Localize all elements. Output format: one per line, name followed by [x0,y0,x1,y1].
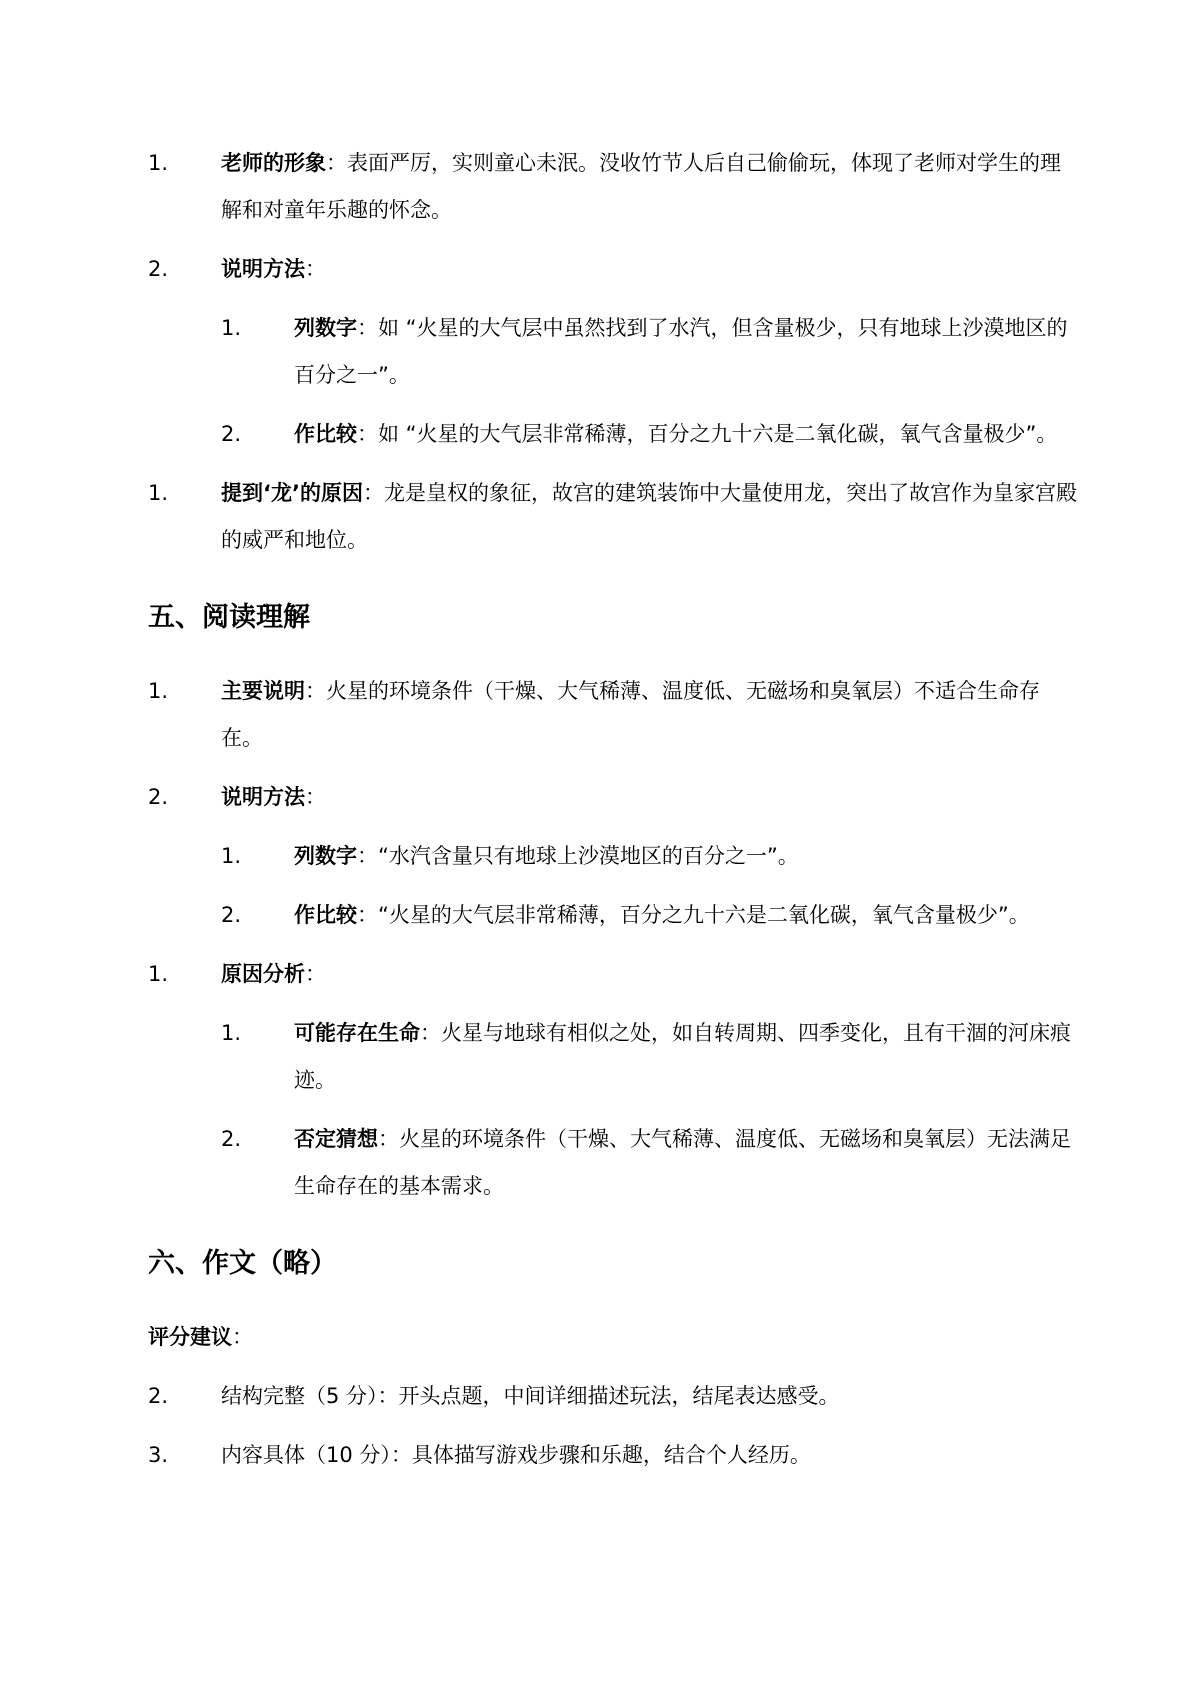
subheading-label: 评分建议 [148,1325,232,1349]
item-label: 否定猜想 [294,1127,378,1151]
list-item [148,833,1078,880]
list-number: 2. [221,1127,242,1151]
list-item [148,470,1078,564]
list-number: 2. [148,785,169,809]
item-text: ： [305,962,326,986]
list-number: 2. [221,903,242,927]
item-text: ： [305,257,326,281]
subheading-colon: ： [232,1325,253,1349]
item-text: ：火星的环境条件（干燥、大气稀薄、温度低、无磁场和臭氧层）不适合生命存在。 [221,679,1040,750]
item-text: ：如 “火星的大气层中虽然找到了水汽，但含量极少，只有地球上沙漠地区的百分之一”。 [294,316,1068,387]
item-text: ：火星的环境条件（干燥、大气稀薄、温度低、无磁场和臭氧层）无法满足生命存在的基本需求。 [294,1127,1071,1198]
list-item [148,305,1078,399]
list-item [148,1010,1078,1104]
list-number: 1. [148,962,169,986]
list-number: 2. [148,257,169,281]
item-label: 主要说明 [221,679,305,703]
subheading [148,1314,1078,1361]
list-item [148,774,1078,821]
list-item [148,1116,1078,1210]
item-label: 可能存在生命 [294,1021,420,1045]
list-number: 3. [148,1443,169,1467]
list-number: 2. [148,1384,169,1408]
list-number: 1. [221,316,242,340]
list-item [148,411,1078,458]
list-number: 1. [148,481,169,505]
item-text: ：如 “火星的大气层非常稀薄，百分之九十六是二氧化碳，氧气含量极少”。 [357,422,1058,446]
item-text: ：“火星的大气层非常稀薄，百分之九十六是二氧化碳，氧气含量极少”。 [357,903,1030,927]
item-label: 作比较 [294,903,357,927]
list-item [148,668,1078,762]
list-number: 1. [221,844,242,868]
item-text: ：表面严厉，实则童心未泯。没收竹节人后自己偷偷玩，体现了老师对学生的理解和对童年乐趣的怀念。 [221,151,1061,222]
list-number: 1. [221,1021,242,1045]
item-text: ：“水汽含量只有地球上沙漠地区的百分之一”。 [357,844,799,868]
item-label: 列数字 [294,316,357,340]
item-text: 内容具体（10 分）：具体描写游戏步骤和乐趣，结合个人经历。 [221,1443,811,1467]
item-label: 老师的形象 [221,151,326,175]
list-item [148,246,1078,293]
list-item [148,140,1078,234]
list-number: 1. [148,679,169,703]
item-text: ： [305,785,326,809]
list-number: 1. [148,151,169,175]
item-text: ：火星与地球有相似之处，如自转周期、四季变化，且有干涸的河床痕迹。 [294,1021,1071,1092]
list-item [148,1432,1078,1479]
item-label: 提到‘龙’的原因 [221,481,363,505]
item-label: 说明方法 [221,785,305,809]
item-text: 结构完整（5 分）：开头点题，中间详细描述玩法，结尾表达感受。 [221,1384,840,1408]
list-item [148,892,1078,939]
item-text: ：龙是皇权的象征，故宫的建筑装饰中大量使用龙，突出了故宫作为皇家宫殿的威严和地位。 [221,481,1077,552]
list-number: 2. [221,422,242,446]
section-heading: 六、作文（略） [148,1248,337,1279]
item-label: 原因分析 [221,962,305,986]
list-item [148,951,1078,998]
list-item [148,1373,1078,1420]
section-heading: 五、阅读理解 [148,602,310,633]
item-label: 作比较 [294,422,357,446]
document-page [148,140,1078,1491]
item-label: 说明方法 [221,257,305,281]
item-label: 列数字 [294,844,357,868]
